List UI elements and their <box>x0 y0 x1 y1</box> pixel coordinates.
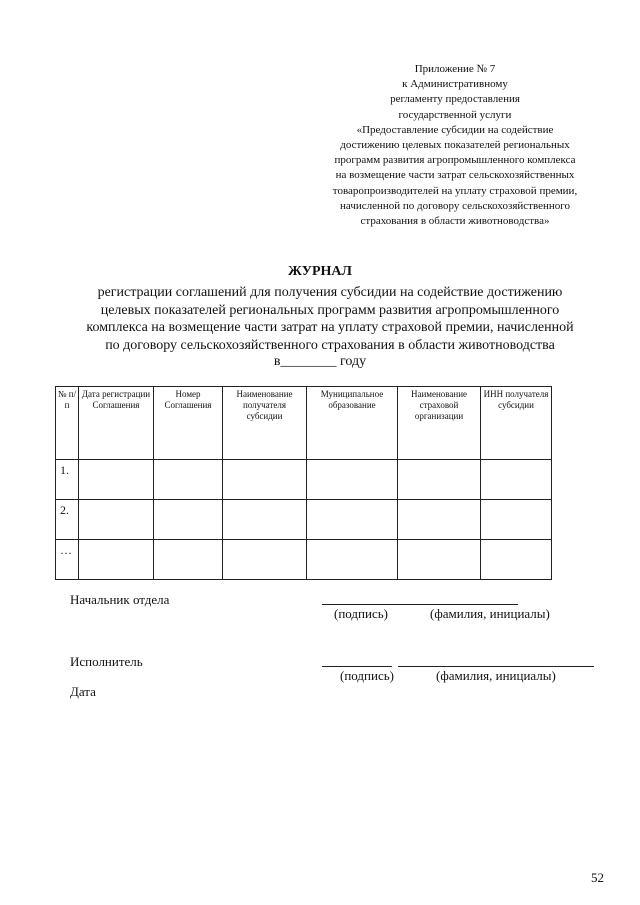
row-number: 2. <box>56 500 79 540</box>
appendix-line: на возмещение части затрат сельскохозяйственных <box>335 169 575 182</box>
table-cell <box>223 500 307 540</box>
head-name-caption: (фамилия, инициалы) <box>430 606 550 621</box>
row-number: … <box>56 540 79 580</box>
head-signature-caption: (подпись) <box>334 606 388 621</box>
appendix-line: страхования в области животноводства» <box>360 215 550 228</box>
date-label: Дата <box>70 684 96 699</box>
subtitle-line: целевых показателей региональных программ развития агропромышленного <box>100 302 560 318</box>
appendix-line: «Предоставление субсидии на содействие <box>356 123 554 136</box>
table-cell <box>154 540 223 580</box>
appendix-line: начисленной по договору сельскохозяйственного <box>340 199 570 212</box>
table-cell <box>154 500 223 540</box>
table-cell <box>398 460 481 500</box>
column-header-municipality: Муниципальное образование <box>307 387 398 460</box>
row-number: 1. <box>56 460 79 500</box>
table-cell <box>79 500 154 540</box>
table-cell <box>154 460 223 500</box>
subtitle-line: по договору сельскохозяйственного страхования в области животноводства <box>105 337 555 353</box>
subtitle-line: комплекса на возмещение части затрат на уплату страховой премии, начисленной <box>86 320 574 336</box>
appendix-line: Приложение № 7 <box>414 63 496 75</box>
appendix-line: товаропроизводителей на уплату страховой премии, <box>332 184 578 197</box>
column-header-agreement-number: Номер Соглашения <box>154 387 223 460</box>
journal-table <box>55 386 552 580</box>
head-signature-line <box>322 604 518 605</box>
table-cell <box>307 500 398 540</box>
column-header-insurer-name: Наименование страховой организации <box>398 387 481 460</box>
appendix-line: программ развития агропромышленного комплекса <box>334 154 576 167</box>
table-cell <box>398 540 481 580</box>
executor-signature-caption: (подпись) <box>340 668 394 683</box>
document-title: ЖУРНАЛ <box>288 264 352 279</box>
table-row <box>56 460 552 500</box>
document-subtitle <box>40 284 620 354</box>
column-header-inn: ИНН получателя субсидии <box>481 387 552 460</box>
head-of-department-label: Начальник отдела <box>70 592 170 607</box>
appendix-line: регламенту предоставления <box>390 93 520 106</box>
appendix-header <box>300 62 610 229</box>
table-row <box>56 500 552 540</box>
table-cell <box>481 540 552 580</box>
column-header-recipient-name: Наименование получателя субсидии <box>223 387 307 460</box>
subtitle-line: регистрации соглашений для получения субсидии на содействие достижению <box>97 285 563 300</box>
table-cell <box>223 460 307 500</box>
table-cell <box>79 460 154 500</box>
table-cell <box>307 460 398 500</box>
table-cell <box>481 460 552 500</box>
year-line: в________ году <box>273 354 367 369</box>
executor-name-caption: (фамилия, инициалы) <box>436 668 556 683</box>
column-header-number: № п/п <box>56 387 79 460</box>
table-cell <box>307 540 398 580</box>
appendix-line: достижению целевых показателей региональных <box>340 139 570 152</box>
table-header-row <box>56 387 552 460</box>
table-cell <box>481 500 552 540</box>
executor-name-line <box>398 666 594 667</box>
table-cell <box>223 540 307 580</box>
column-header-registration-date: Дата регистрации Соглашения <box>79 387 154 460</box>
appendix-line: государственной услуги <box>398 108 512 121</box>
executor-label: Исполнитель <box>70 654 143 669</box>
executor-signature-line <box>322 666 392 667</box>
appendix-line: к Административному <box>402 78 508 91</box>
table-row <box>56 540 552 580</box>
table-cell <box>398 500 481 540</box>
page-number: 52 <box>591 870 604 885</box>
table-cell <box>79 540 154 580</box>
